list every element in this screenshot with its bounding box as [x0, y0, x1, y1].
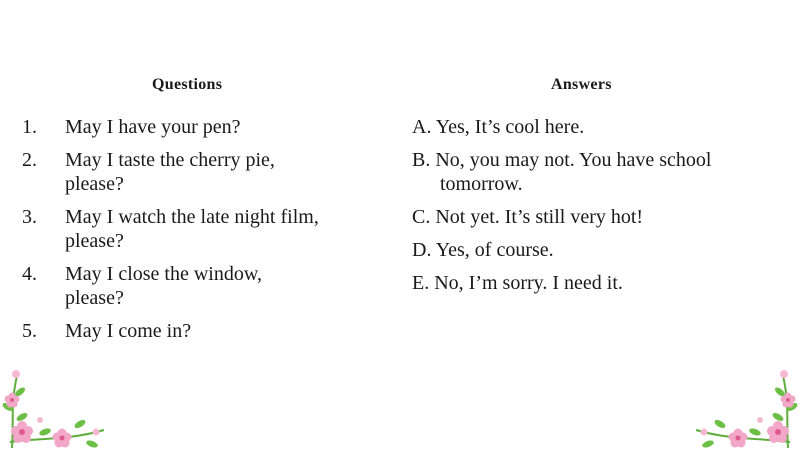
- question-text: May I have your pen?: [65, 116, 241, 138]
- question-item: [22, 262, 322, 310]
- question-number: 2.: [22, 149, 37, 171]
- question-text: May I watch the late night film, please?: [65, 206, 319, 252]
- flower-corner-icon: [688, 362, 800, 450]
- question-item: [22, 148, 322, 196]
- question-item: [22, 319, 322, 343]
- question-text: May I come in?: [65, 320, 192, 342]
- answer-item: E. No, I’m sorry. I need it.: [412, 272, 623, 294]
- answer-item: A. Yes, It’s cool here.: [412, 116, 585, 138]
- answer-item: D. Yes, of course.: [412, 239, 554, 261]
- answer-item: C. Not yet. It’s still very hot!: [412, 206, 644, 228]
- question-number: 5.: [22, 320, 37, 342]
- question-number: 3.: [22, 206, 37, 228]
- question-text: May I close the window, please?: [65, 263, 262, 309]
- questions-list: [22, 115, 322, 352]
- question-item: [22, 115, 322, 139]
- question-number: 4.: [22, 263, 37, 285]
- questions-heading: Questions: [152, 76, 223, 93]
- flower-corner-icon: [0, 362, 112, 450]
- question-number: 1.: [22, 116, 37, 138]
- question-item: [22, 205, 322, 253]
- question-text: May I taste the cherry pie, please?: [65, 149, 275, 195]
- answers-heading: Answers: [551, 76, 612, 93]
- answer-item: B. No, you may not. You have school tomorrow.: [412, 149, 712, 195]
- answers-list: [412, 115, 782, 304]
